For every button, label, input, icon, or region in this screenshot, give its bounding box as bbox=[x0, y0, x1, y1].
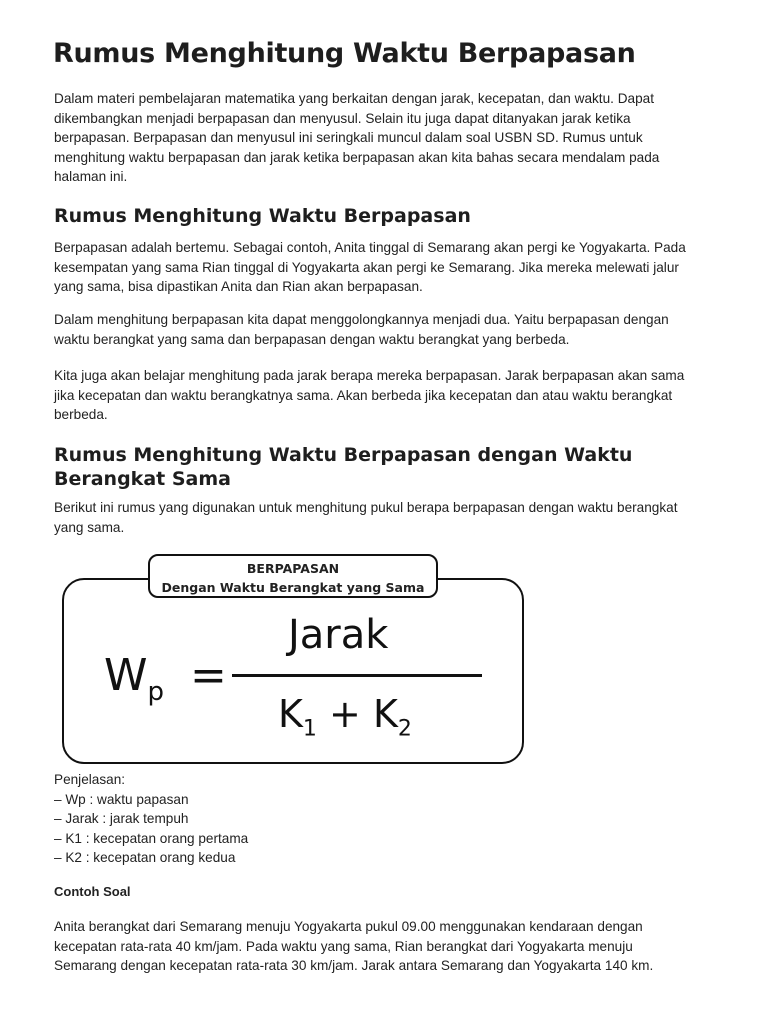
example-text bbox=[54, 917, 653, 976]
list-item: – Wp : waktu papasan bbox=[54, 791, 189, 807]
page-title: Rumus Menghitung Waktu Berpapasan bbox=[53, 38, 636, 69]
text-line: Berpapasan adalah bertemu. Sebagai contoh, Anita tinggal di Semarang akan pergi ke Yogyakarta. Pada bbox=[54, 240, 686, 255]
heading-line: Berangkat Sama bbox=[54, 468, 231, 490]
text-line: yang sama. bbox=[54, 519, 125, 535]
formula-lhs: $W_p$ bbox=[104, 650, 165, 707]
text-line: Dalam menghitung berpapasan kita dapat menggolongkannya menjadi dua. Yaitu berpapasan dengan bbox=[54, 312, 669, 327]
text-line: Anita berangkat dari Semarang menuju Yogyakarta pukul 09.00 menggunakan kendaraan dengan bbox=[54, 919, 643, 934]
example-heading: Contoh Soal bbox=[54, 884, 131, 899]
text-line: Dalam materi pembelajaran matematika yang berkaitan dengan jarak, kecepatan, dan waktu. Dapat bbox=[54, 91, 654, 106]
list-item: – K1 : kecepatan orang pertama bbox=[54, 830, 249, 846]
formula-equals: = bbox=[190, 650, 227, 701]
formula-numerator: Jarak bbox=[288, 612, 389, 658]
formula-label bbox=[148, 554, 438, 598]
text-line: dikembangkan menjadi berpapasan dan menyusul. Selain itu juga dapat ditanyakan jarak ketika bbox=[54, 110, 631, 126]
text-line: waktu berangkat yang sama dan berpapasan dengan waktu berangkat yang berbeda. bbox=[54, 331, 570, 347]
paragraph bbox=[54, 238, 686, 297]
text-line: berbeda. bbox=[54, 407, 108, 423]
heading-line: Rumus Menghitung Waktu Berpapasan dengan Waktu bbox=[54, 444, 633, 466]
text-line: Kita juga akan belajar menghitung pada jarak berapa mereka berpapasan. Jarak berpapasan akan sama bbox=[54, 368, 685, 383]
paragraph bbox=[54, 366, 684, 425]
text-line: menghitung waktu berpapasan dan jarak ketika berpapasan akan kita bahas secara mendalam pada bbox=[54, 149, 660, 165]
fraction-bar bbox=[232, 674, 482, 677]
text-line: Semarang dengan kecepatan rata-rata 30 km/jam. Jarak antara Semarang dan Yogyakarta 140 km. bbox=[54, 958, 654, 974]
text-line: kesempatan yang sama Rian tinggal di Yogyakarta akan pergi ke Semarang. Jika mereka melewati jalur bbox=[54, 259, 679, 275]
text-line: jika kecepatan dan waktu berangkatnya sama. Akan berbeda jika kecepatan dan atau waktu berangkat bbox=[54, 387, 673, 403]
text-line: Berikut ini rumus yang digunakan untuk menghitung pukul berapa berpapasan dengan waktu berangkat bbox=[54, 500, 678, 515]
text-line: berpapasan. Berpapasan dan menyusul ini seringkali muncul dalam soal USBN SD. Rumus untuk bbox=[54, 130, 643, 146]
paragraph bbox=[54, 498, 677, 537]
list-item: – Jarak : jarak tempuh bbox=[54, 811, 189, 827]
section-heading bbox=[54, 443, 632, 491]
section-heading: Rumus Menghitung Waktu Berpapasan bbox=[54, 205, 471, 227]
list-item: – K2 : kecepatan orang kedua bbox=[54, 850, 236, 866]
text-line: halaman ini. bbox=[54, 169, 128, 185]
label-title: BERPAPASAN bbox=[246, 561, 340, 576]
explanation-title: Penjelasan: bbox=[54, 772, 126, 787]
formula-denominator: $K_1 + K_2$ bbox=[278, 692, 412, 742]
explanation-list bbox=[54, 770, 248, 868]
intro-paragraph bbox=[54, 89, 659, 187]
text-line: yang sama, bisa dipastikan Anita dan Rian akan berpapasan. bbox=[54, 279, 423, 295]
text-line: kecepatan rata-rata 40 km/jam. Pada waktu yang sama, Rian berangkat dari Yogyakarta menuju bbox=[54, 938, 633, 954]
paragraph bbox=[54, 310, 669, 349]
label-subtitle: Dengan Waktu Berangkat yang Sama bbox=[161, 580, 425, 595]
